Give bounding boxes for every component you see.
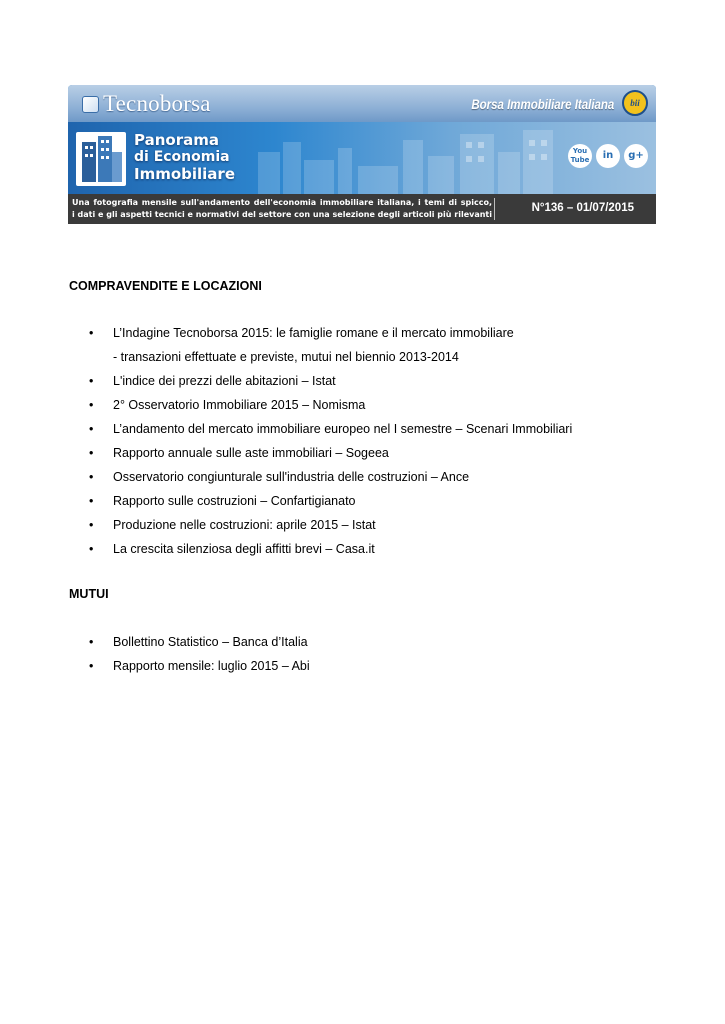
bii-badge-icon: bii xyxy=(622,90,648,116)
list-item[interactable] xyxy=(89,541,572,565)
list-item[interactable] xyxy=(89,397,572,421)
google-plus-icon[interactable]: g+ xyxy=(624,144,648,168)
list-item[interactable] xyxy=(89,517,572,541)
linkedin-icon[interactable]: in xyxy=(596,144,620,168)
header-banner xyxy=(68,85,656,224)
list-item[interactable] xyxy=(89,469,572,493)
publication-title xyxy=(134,132,235,183)
list-item[interactable] xyxy=(89,421,572,445)
banner-caption-bar xyxy=(68,194,656,224)
list-item[interactable] xyxy=(89,634,310,658)
title-line-2: di Economia xyxy=(134,149,230,165)
list-item-label: La crescita silenziosa degli affitti brevi – Casa.it xyxy=(113,542,375,556)
tagline xyxy=(72,197,492,221)
list-item-label: L’Indagine Tecnoborsa 2015: le famiglie romane e il mercato immobiliare xyxy=(113,326,514,340)
list-item-label: Rapporto sulle costruzioni – Confartigianato xyxy=(113,494,356,508)
list-item-label: Osservatorio congiunturale sull'industria delle costruzioni – Ance xyxy=(113,470,470,484)
list-item-label: 2° Osservatorio Immobiliare 2015 – Nomisma xyxy=(113,398,366,412)
list-item-label: L’andamento del mercato immobiliare europeo nel I semestre – Scenari Immobiliari xyxy=(113,422,573,436)
section-title-compravendite: COMPRAVENDITE E LOCAZIONI xyxy=(69,279,262,293)
section-title-mutui: MUTUI xyxy=(69,587,109,601)
title-line-1: Panorama xyxy=(134,131,219,149)
banner-illustration xyxy=(68,122,656,194)
youtube-icon[interactable]: You Tube xyxy=(568,144,592,168)
title-line-3: Immobiliare xyxy=(134,165,236,183)
tagline-line-2: i dati e gli aspetti tecnici e normativi del settore con una selezione degli articoli più rilevanti xyxy=(72,210,492,219)
caption-divider xyxy=(494,198,495,220)
list-item[interactable] xyxy=(89,445,572,469)
list-item-label: Bollettino Statistico – Banca d’Italia xyxy=(113,635,308,649)
compravendite-list xyxy=(89,325,572,565)
list-item[interactable] xyxy=(89,658,310,682)
list-item-label: Rapporto annuale sulle aste immobiliari – Sogeea xyxy=(113,446,389,460)
list-item-label: L'indice dei prezzi delle abitazioni – Istat xyxy=(113,374,336,388)
network-name: Borsa Immobiliare Italiana xyxy=(471,96,614,112)
list-item[interactable] xyxy=(89,325,572,373)
list-item-label: Rapporto mensile: luglio 2015 – Abi xyxy=(113,659,310,673)
mutui-list xyxy=(89,634,310,682)
social-links xyxy=(568,144,648,168)
list-item-label: Produzione nelle costruzioni: aprile 2015 – Istat xyxy=(113,518,376,532)
issue-number: N°136 – 01/07/2015 xyxy=(531,202,634,214)
list-item-label-continued: - transazioni effettuate e previste, mutui nel biennio 2013-2014 xyxy=(113,350,459,364)
tecnoborsa-logo[interactable] xyxy=(82,91,211,117)
brand-name: Tecnoborsa xyxy=(103,91,211,116)
tecnoborsa-logo-icon xyxy=(82,96,99,113)
list-item[interactable] xyxy=(89,493,572,517)
list-item[interactable] xyxy=(89,373,572,397)
building-logo-icon xyxy=(76,132,126,186)
tagline-line-1: Una fotografia mensile sull'andamento dell'economia immobiliare italiana, i temi di spicco, xyxy=(72,198,492,207)
banner-top-bar xyxy=(68,85,656,122)
